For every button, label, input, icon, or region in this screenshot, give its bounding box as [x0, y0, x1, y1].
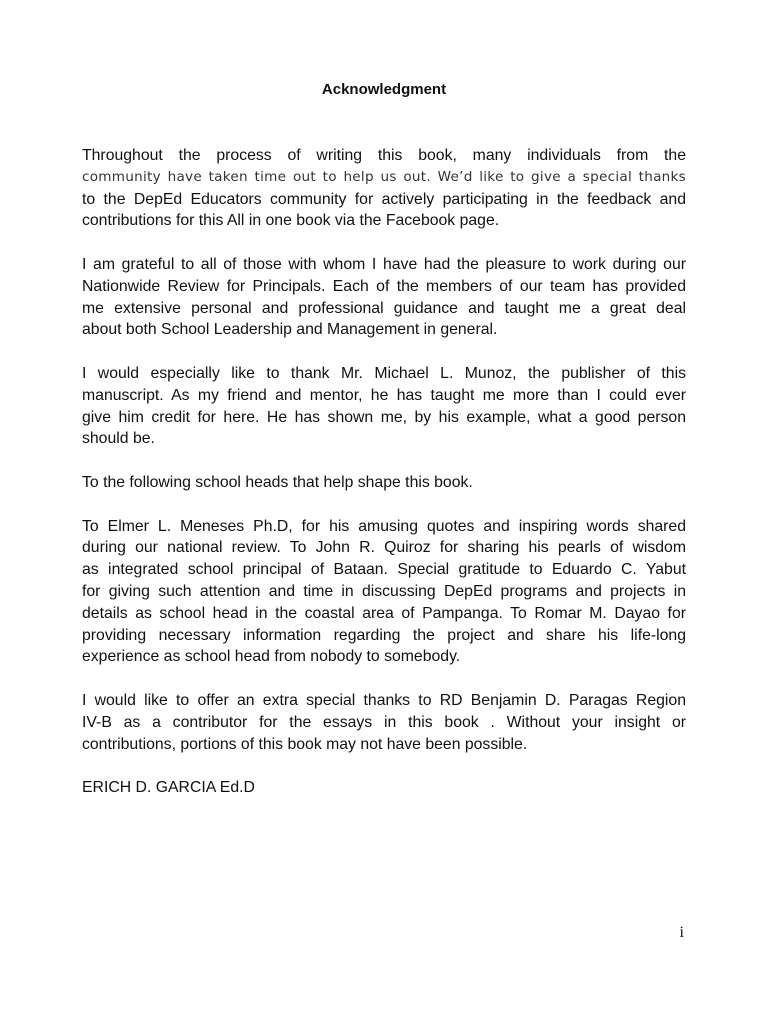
text-line: during our national review. To John R. Quiroz for sharing his pearls of wisdom — [82, 539, 686, 557]
text-line: IV-B as a contributor for the essays in this book . Without your insight or — [82, 713, 686, 731]
text-line: should be. — [82, 430, 155, 448]
paragraph-1 — [82, 145, 686, 232]
text-line: manuscript. As my friend and mentor, he has taught me more than I could ever — [82, 386, 686, 404]
acknowledgment-body — [82, 145, 686, 799]
text-line: To Elmer L. Meneses Ph.D, for his amusing quotes and inspiring words shared — [82, 517, 686, 535]
text-line: Nationwide Review for Principals. Each of the members of our team has provided — [82, 277, 686, 295]
text-line: experience as school head from nobody to somebody. — [82, 648, 461, 666]
page-number: i — [679, 924, 684, 941]
text-line: I would like to offer an extra special thanks to RD Benjamin D. Paragas Region — [82, 691, 686, 709]
text-line: I would especially like to thank Mr. Michael L. Munoz, the publisher of this — [82, 364, 686, 382]
text-line: as integrated school principal of Bataan. Special gratitude to Eduardo C. Yabut — [82, 561, 686, 579]
text-line: Throughout the process of writing this book, many individuals from the — [82, 147, 686, 164]
text-line: contributions for this All in one book via the Facebook page. — [82, 212, 500, 230]
paragraph-2 — [82, 254, 686, 341]
paragraph-3 — [82, 363, 686, 450]
text-line: details as school head in the coastal area of Pampanga. To Romar M. Dayao for — [82, 604, 686, 622]
text-line: for giving such attention and time in discussing DepEd programs and projects in — [82, 582, 686, 600]
text-line: providing necessary information regarding the project and share his life-long — [82, 626, 686, 644]
paragraph-6 — [82, 690, 686, 755]
text-line: community have taken time out to help us out. We’d like to give a special thanks — [82, 168, 686, 185]
signature: ERICH D. GARCIA Ed.D — [82, 779, 255, 797]
text-line: To the following school heads that help shape this book. — [82, 473, 473, 491]
text-line: me extensive personal and professional guidance and taught me a great deal — [82, 299, 686, 317]
paragraph-4 — [82, 472, 686, 494]
page-title: Acknowledgment — [321, 81, 447, 98]
text-line: about both School Leadership and Management in general. — [82, 321, 498, 339]
text-line: I am grateful to all of those with whom I have had the pleasure to work during our — [82, 255, 686, 273]
text-line: contributions, portions of this book may not have been possible. — [82, 735, 528, 753]
text-line: give him credit for here. He has shown me, by his example, what a good person — [82, 408, 686, 426]
paragraph-5 — [82, 516, 686, 669]
text-line: to the DepEd Educators community for actively participating in the feedback and — [82, 190, 686, 208]
